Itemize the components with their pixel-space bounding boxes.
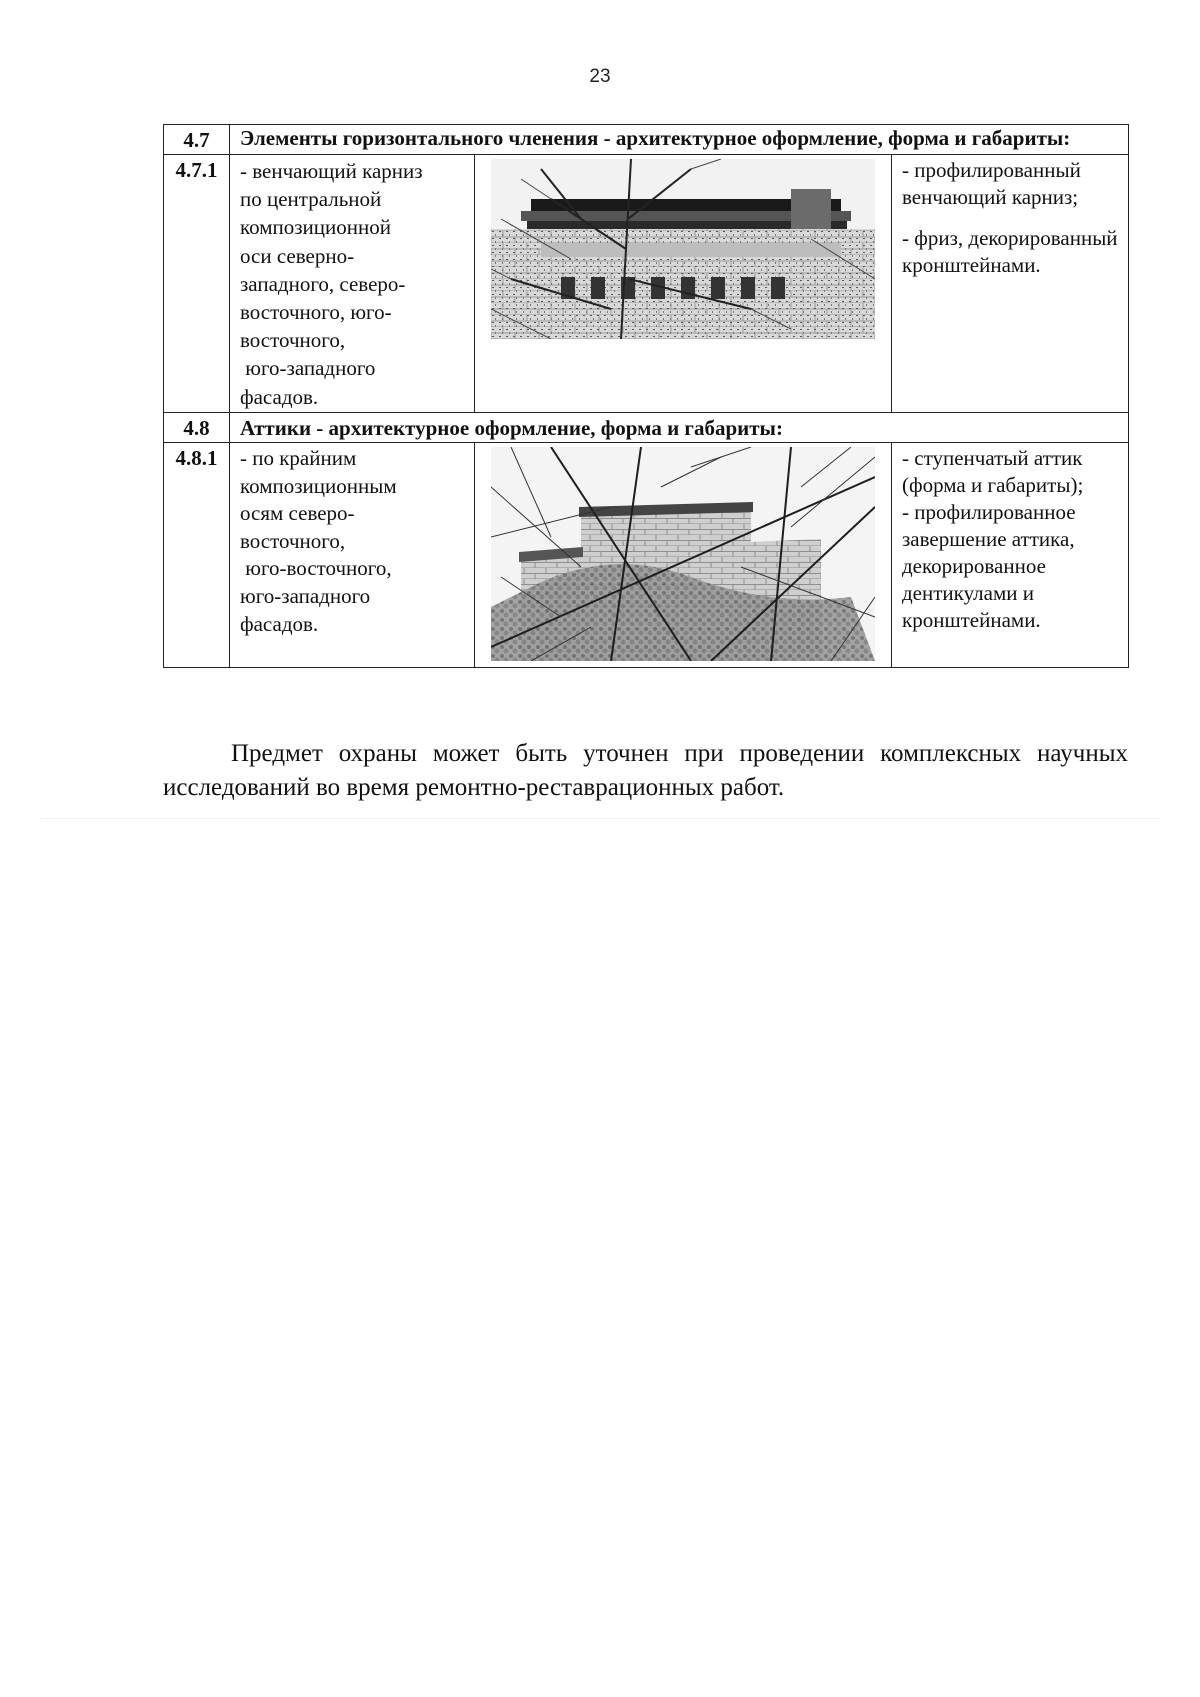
location-line: юго-восточного, bbox=[240, 556, 392, 581]
scan-artifact-divider bbox=[40, 818, 1160, 820]
subject-line: - профилированное завершение аттика, декорированное дентикулами и кронштейнами. bbox=[902, 500, 1076, 632]
section-title: Аттики - архитектурное оформление, форма и габариты: bbox=[230, 413, 1129, 443]
section-number: 4.7 bbox=[164, 125, 230, 155]
subject-line: - фриз, декорированный кронштейнами. bbox=[902, 226, 1118, 277]
item-photo-cell bbox=[475, 155, 892, 413]
subject-line: - профилированный венчающий карниз; bbox=[902, 158, 1081, 209]
section-row-4-8 bbox=[164, 413, 1129, 443]
item-subject bbox=[892, 443, 1129, 668]
closing-paragraph: Предмет охраны может быть уточнен при проведении комплексных научных исследований во время ремонтно-реставрационных работ. bbox=[163, 740, 1128, 801]
location-line: юго-западного bbox=[240, 583, 371, 608]
location-line: западного, северо- bbox=[240, 271, 406, 296]
location-line: осям северо- bbox=[240, 501, 355, 526]
location-line: по центральной bbox=[240, 187, 382, 212]
item-location bbox=[230, 155, 475, 413]
item-number: 4.7.1 bbox=[164, 155, 230, 413]
location-line: - венчающий карниз bbox=[240, 159, 423, 183]
location-line: оси северно- bbox=[240, 243, 355, 268]
subject-line: - ступенчатый аттик (форма и габариты); bbox=[902, 446, 1084, 497]
location-line: фасадов. bbox=[240, 611, 319, 636]
item-subject bbox=[892, 155, 1129, 413]
item-photo-cell bbox=[475, 443, 892, 668]
location-line: восточного, юго- bbox=[240, 300, 392, 325]
item-number: 4.8.1 bbox=[164, 443, 230, 668]
section-row-4-7 bbox=[164, 125, 1129, 155]
section-title: Элементы горизонтального членения - архитектурное оформление, форма и габариты: bbox=[230, 125, 1129, 155]
location-line: восточного, bbox=[240, 528, 346, 553]
page-number: 23 bbox=[589, 66, 611, 87]
facade-cornice-photo-icon bbox=[491, 159, 875, 339]
item-row-4-7-1 bbox=[164, 155, 1129, 413]
location-line: композиционным bbox=[240, 473, 397, 498]
item-row-4-8-1 bbox=[164, 443, 1129, 668]
protection-table bbox=[163, 124, 1129, 668]
section-number: 4.8 bbox=[164, 413, 230, 443]
item-location bbox=[230, 443, 475, 668]
location-line: композиционной bbox=[240, 215, 391, 240]
location-line: фасадов. bbox=[240, 384, 319, 409]
location-line: восточного, bbox=[240, 328, 346, 353]
location-line: - по крайним bbox=[240, 446, 357, 470]
location-line: юго-западного bbox=[240, 356, 376, 381]
attic-photo-icon bbox=[491, 447, 875, 661]
